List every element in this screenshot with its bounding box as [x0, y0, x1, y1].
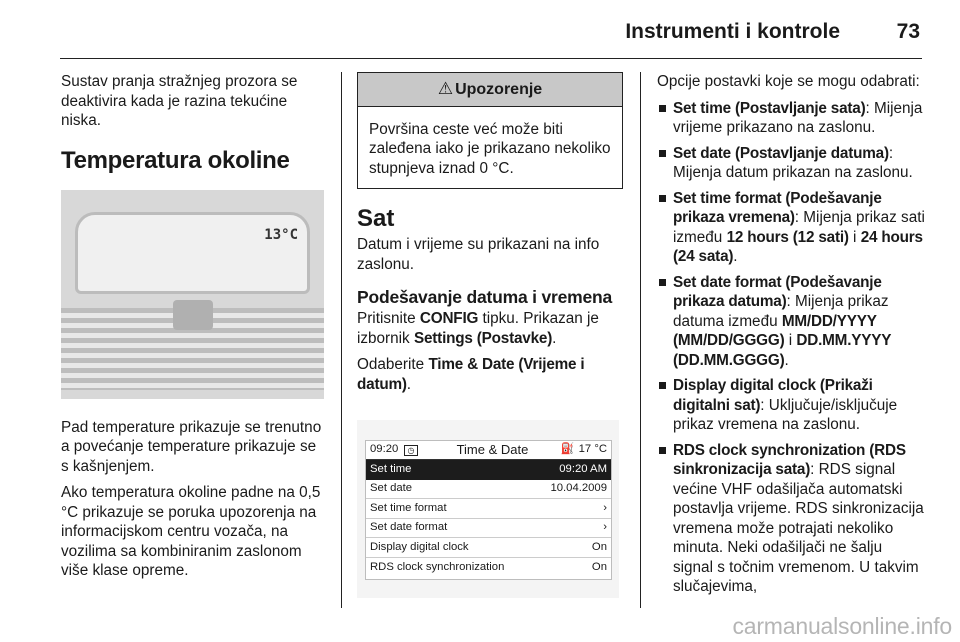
subsection-heading: Podešavanje datuma i vremena [357, 287, 613, 307]
bullet-square-icon [659, 382, 666, 389]
menu-clock: 09:20 [370, 443, 399, 456]
paragraph: Datum i vrijeme su prikazani na info zaslonu. [357, 236, 600, 273]
chapter-title: Instrumenti i kontrole [625, 20, 840, 43]
bullet-square-icon [659, 279, 666, 286]
time-date-menu [365, 440, 612, 580]
chevron-right-icon: › [603, 521, 607, 533]
photo-temperature: 13°C [264, 226, 298, 243]
bullet-square-icon [659, 150, 666, 157]
header-rule [60, 58, 922, 59]
page-header [0, 0, 960, 62]
bullet-square-icon [659, 105, 666, 112]
paragraph: Sustav pranja stražnjeg prozora se deaktivira kada je razina tekućine niska. [61, 73, 298, 129]
section-heading: Temperatura okoline [61, 146, 290, 174]
menu-row-set-date[interactable]: Set date 10.04.2009 [366, 480, 611, 500]
warning-box [357, 72, 623, 189]
menu-row-set-time-format[interactable]: Set time format › [366, 499, 611, 519]
column-middle [357, 72, 623, 598]
paragraph: Pad temperature prikazuje se trenutno a povećanje temperature prikazuje se s kašnjenjem. [61, 418, 322, 475]
menu-row-display-digital-clock[interactable]: Display digital clock On [366, 538, 611, 558]
list-item: RDS clock synchronization (RDS sinkronizacija sata): RDS signal većine VHF odašiljača automatski postavlja vrijeme. RDS sinkronizacija vremena može potrajati nekoliko minuta. Neki odašiljači ne šalju signal s točnim vremenom. U takvim slučajevima, [657, 441, 925, 597]
list-item: Set date (Postavljanje datuma): Mijenja datum prikazan na zaslonu. [657, 144, 925, 183]
column-divider [341, 72, 342, 608]
section-heading: Sat [357, 205, 395, 232]
column-left [61, 72, 326, 588]
warning-text: Površina ceste već može biti zaleđena iako je prikazano nekoliko stupnjeva iznad 0 °C. [369, 120, 611, 177]
menu-temperature: 17 °C [578, 443, 607, 456]
list-item: Set time (Postavljanje sata): Mijenja vrijeme prikazano na zaslonu. [657, 99, 925, 138]
paragraph: Ako temperatura okoline padne na 0,5 °C prikazuje se poruka upozorenja na informacijskom centru vozača, na vozilima sa kombiniranim zaslonom više klase opreme. [61, 484, 321, 579]
list-item: Set date format (Podešavanje prikaza datuma): Mijenja prikaz datuma između MM/DD/YYYY (MM/DD/GGGG) i DD.MM.YYYY (DD.MM.GGGG). [657, 273, 925, 371]
chevron-right-icon: › [603, 501, 607, 514]
menu-title: Time & Date [456, 442, 529, 458]
list-item: Set time format (Podešavanje prikaza vremena): Mijenja prikaz sati između 12 hours (12 sati) i 24 hours (24 sata). [657, 189, 925, 267]
screen-illustration [357, 420, 619, 598]
center-vent [173, 300, 213, 330]
clock-icon: ◷ [404, 445, 418, 456]
list-item: Display digital clock (Prikaži digitalni sat): Uključuje/isključuje prikaz vremena na zaslonu. [657, 376, 925, 435]
menu-row-rds-clock-sync[interactable]: RDS clock synchronization On [370, 560, 607, 573]
column-right [657, 72, 925, 603]
column-divider [640, 72, 641, 608]
dashboard-photo [61, 190, 324, 399]
paragraph: Pritisnite CONFIG tipku. Prikazan je izbornik Settings (Postavke). [357, 310, 599, 347]
fuel-icon: ⛽ [560, 443, 575, 456]
menu-header [366, 441, 611, 460]
display-bezel [75, 212, 310, 294]
paragraph: Odaberite Time & Date (Vrijeme i datum). [357, 356, 585, 393]
paragraph: Opcije postavki koje se mogu odabrati: [657, 73, 920, 90]
page-number: 73 [896, 20, 920, 43]
warning-title: Upozorenje [455, 81, 543, 98]
bullet-square-icon [659, 447, 666, 454]
watermark[interactable]: carmanualsonline.info [652, 611, 960, 642]
warning-header [358, 73, 622, 107]
menu-row-set-date-format[interactable]: Set date format › [366, 519, 611, 539]
menu-row-set-time[interactable]: Set time 09:20 AM [366, 460, 611, 480]
warning-triangle-icon: ⚠ [437, 79, 454, 98]
bullet-square-icon [659, 195, 666, 202]
